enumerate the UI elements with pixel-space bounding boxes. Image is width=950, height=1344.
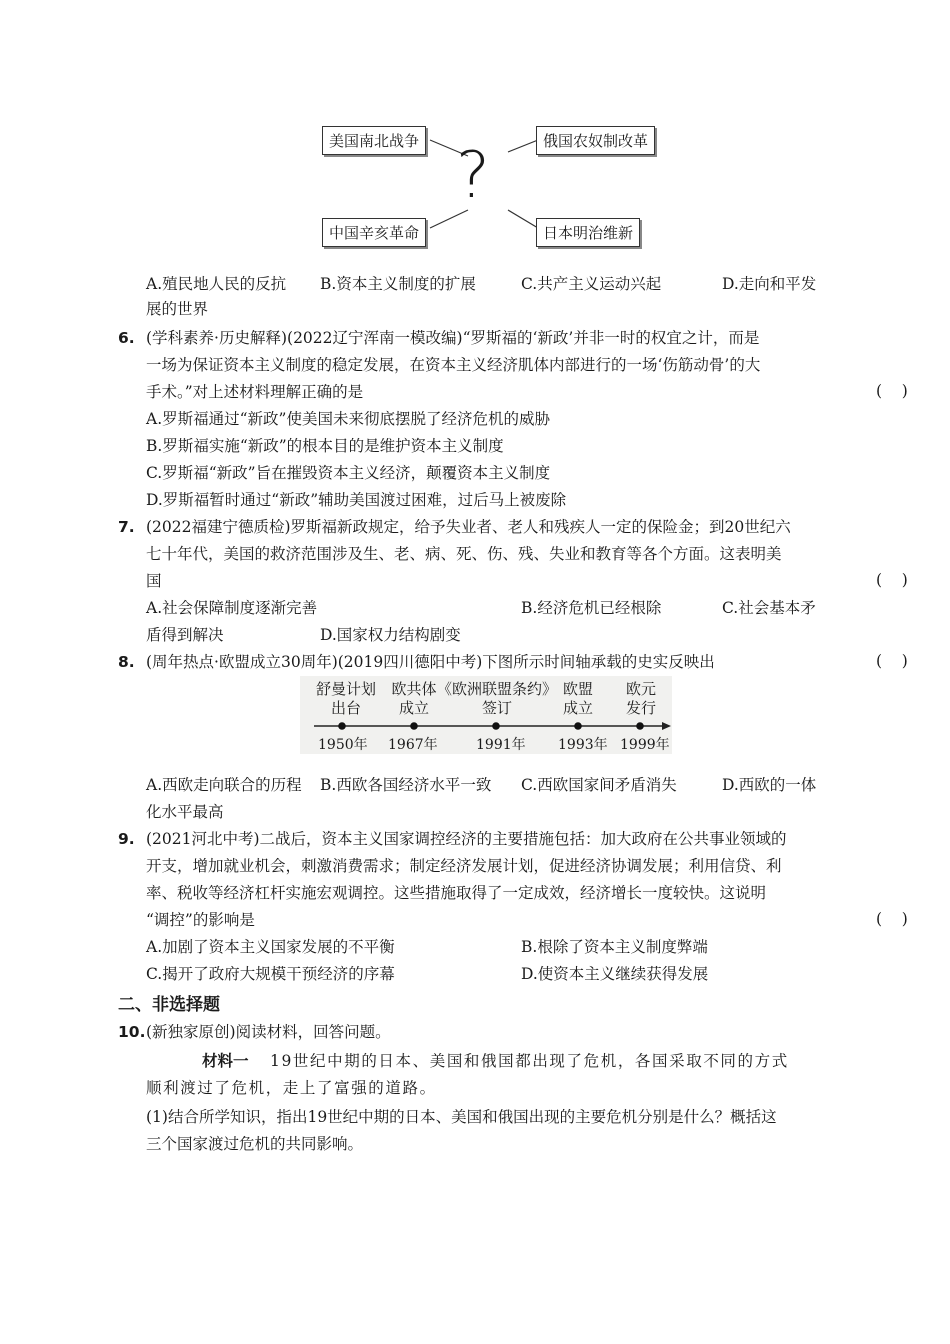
q8-number: 8. [118,653,135,671]
timeline-label: 《欧洲联盟条约》 签订 [436,680,557,717]
q9-stem-line: 率、税收等经济杠杆实施宏观调控。这些措施取得了一定成效，经济增长一度较快。这说明 [146,884,767,902]
q9-number: 9. [118,830,135,848]
diagram-box-us-civil-war: 美国南北战争 [322,126,426,155]
q5-option-c[interactable]: C.共产主义运动兴起 [521,275,662,293]
timeline-label: 欧共体 成立 [391,680,437,717]
q8-option-d[interactable]: D.西欧的一体 [722,776,817,794]
timeline-label: 舒曼计划 出台 [315,680,376,717]
q6-option-a[interactable]: A.罗斯福通过“新政”使美国未来彻底摆脱了经济危机的威胁 [146,410,550,428]
q5-option-d[interactable]: D.走向和平发 [722,275,817,293]
q6-stem-line: 手术。”对上述材料理解正确的是 [146,383,364,401]
q5-option-a[interactable]: A.殖民地人民的反抗 [146,275,287,293]
q8-option-c[interactable]: C.西欧国家间矛盾消失 [521,776,677,794]
q9-option-c[interactable]: C.揭开了政府大规模干预经济的序幕 [146,965,395,983]
question-mark-icon: ? [456,139,490,213]
q9-stem-line: (2021河北中考)二战后，资本主义国家调控经济的主要措施包括：加大政府在公共事业领域的 [146,830,787,848]
q8-option-d-cont: 化水平最高 [146,803,224,821]
q5-option-d-cont: 展的世界 [146,300,209,318]
q9-stem-line: 开支，增加就业机会，刺激消费需求；制定经济发展计划，促进经济协调发展；利用信贷、利 [146,857,782,875]
q7-number: 7. [118,518,135,536]
q9-answer-blank[interactable]: ( ) [876,910,908,928]
q7-stem-line: 七十年代，美国的救济范围涉及生、老、病、死、伤、残、失业和教育等各个方面。这表明美 [146,545,782,563]
q6-option-c[interactable]: C.罗斯福“新政”旨在摧毁资本主义经济，颠覆资本主义制度 [146,464,551,482]
q8-answer-blank[interactable]: ( ) [876,652,908,670]
timeline-axis [300,718,672,734]
q6-number: 6. [118,329,135,347]
material-text: 顺利渡过了危机，走上了富强的道路。 [146,1079,437,1097]
q5-option-b[interactable]: B.资本主义制度的扩展 [320,275,476,293]
q7-stem-line: 国 [146,572,162,590]
q9-option-b[interactable]: B.根除了资本主义制度弊端 [521,938,708,956]
timeline-year: 1999年 [620,737,670,753]
q9-option-a[interactable]: A.加剧了资本主义国家发展的不平衡 [146,938,395,956]
diagram-box-xinhai-revolution: 中国辛亥革命 [322,218,426,247]
timeline-dot [410,722,418,730]
q7-stem-line: (2022福建宁德质检)罗斯福新政规定，给予失业者、老人和残疾人一定的保险金；到20世纪六 [146,518,791,536]
q7-option-b[interactable]: B.经济危机已经根除 [521,599,662,617]
q9-stem-line: “调控”的影响是 [146,911,255,929]
material-heading: 材料一 [202,1052,249,1070]
diagram-box-russia-reform: 俄国农奴制改革 [536,126,655,155]
q6-answer-blank[interactable]: ( ) [876,382,908,400]
q10-number: 10. [118,1023,146,1041]
q7-option-c-cont: 盾得到解决 [146,626,224,644]
q6-option-d[interactable]: D.罗斯福暂时通过“新政”辅助美国渡过困难，过后马上被废除 [146,491,567,509]
timeline-dot [636,722,644,730]
timeline-year: 1950年 [318,737,368,753]
q7-option-c[interactable]: C.社会基本矛 [722,599,816,617]
timeline-year: 1967年 [388,737,438,753]
connector-line [508,140,538,152]
timeline-label: 欧盟 成立 [562,680,593,717]
q9-option-d[interactable]: D.使资本主义继续获得发展 [521,965,709,983]
timeline-arrow-icon [662,722,671,730]
q7-answer-blank[interactable]: ( ) [876,571,908,589]
timeline-label: 欧元 发行 [625,680,656,717]
q6-stem-line: 一场为保证资本主义制度的稳定发展，在资本主义经济肌体内部进行的一场‘伤筋动骨’的大 [146,356,761,374]
q7-option-d[interactable]: D.国家权力结构剧变 [320,626,461,644]
q8-stem-line: (周年热点·欧盟成立30周年)(2019四川德阳中考)下图所示时间轴承载的史实反映出 [146,653,715,671]
q6-stem-line: (学科素养·历史解释)(2022辽宁浑南一模改编)“罗斯福的‘新政’并非一时的权宜之计，而是 [146,329,760,347]
connector-line [508,210,538,228]
section-heading: 二、非选择题 [118,995,220,1015]
q8-option-a[interactable]: A.西欧走向联合的历程 [146,776,302,794]
diagram-box-meiji-restoration: 日本明治维新 [536,218,640,247]
timeline-dot [492,722,500,730]
q8-option-b[interactable]: B.西欧各国经济水平一致 [320,776,492,794]
timeline-dot [574,722,582,730]
q6-option-b[interactable]: B.罗斯福实施“新政”的根本目的是维护资本主义制度 [146,437,504,455]
q10-stem-line: (新独家原创)阅读材料，回答问题。 [146,1023,391,1041]
timeline-year: 1993年 [558,737,608,753]
q7-option-a[interactable]: A.社会保障制度逐渐完善 [146,599,318,617]
q10-subquestion: (1)结合所学知识，指出19世纪中期的日本、美国和俄国出现的主要危机分别是什么？概括这 [146,1108,777,1126]
q10-subquestion: 三个国家渡过危机的共同影响。 [146,1135,364,1153]
timeline-dot [338,722,346,730]
timeline-year: 1991年 [476,737,526,753]
q8-timeline [300,676,672,754]
material-text: 19世纪中期的日本、美国和俄国都出现了危机，各国采取不同的方式 [270,1052,789,1070]
